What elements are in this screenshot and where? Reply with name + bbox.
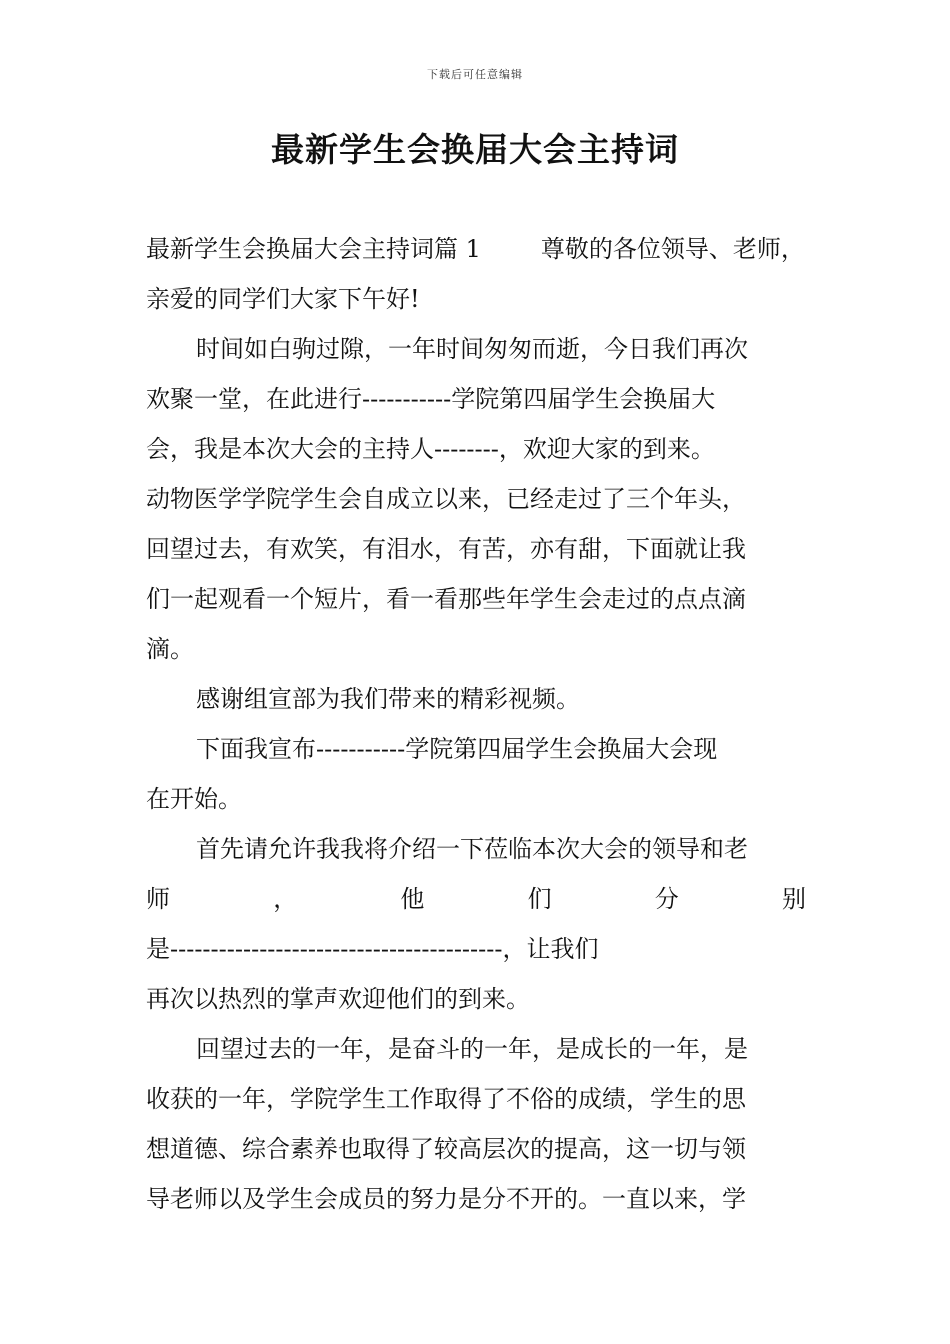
text-line: 收获的一年，学院学生工作取得了不俗的成绩，学生的思 bbox=[146, 1085, 746, 1113]
paragraph-start: 感谢组宣部为我们带来的精彩视频。 bbox=[196, 685, 580, 713]
text-line: 导老师以及学生会成员的努力是分不开的。一直以来，学 bbox=[146, 1185, 746, 1213]
text-line: 们一起观看一个短片，看一看那些年学生会走过的点点滴 bbox=[146, 585, 746, 613]
greeting-text: 尊敬的各位领导、老师， bbox=[540, 235, 805, 263]
header-note: 下载后可任意编辑 bbox=[427, 68, 523, 81]
word: 们 bbox=[527, 885, 552, 913]
text-line: 在开始。 bbox=[146, 785, 242, 813]
paragraph-start: 下面我宣布-----------学院第四届学生会换届大会现 bbox=[196, 735, 718, 763]
section-heading: 最新学生会换届大会主持词篇 1 bbox=[146, 235, 481, 263]
word: 分 bbox=[654, 885, 679, 913]
text-line: 动物医学学院学生会自成立以来，已经走过了三个年头， bbox=[146, 485, 746, 513]
word: 师 bbox=[146, 885, 170, 913]
paragraph-start: 回望过去的一年，是奋斗的一年，是成长的一年，是 bbox=[196, 1035, 748, 1063]
word: 他 bbox=[400, 885, 425, 913]
document-body bbox=[146, 224, 806, 1224]
text-line: 是-----------------------------------------，让我们 bbox=[146, 935, 599, 963]
word: 别 bbox=[781, 885, 806, 913]
text-line: 亲爱的同学们大家下午好! bbox=[146, 285, 420, 313]
text-line: 回望过去，有欢笑，有泪水，有苦，亦有甜，下面就让我 bbox=[146, 535, 746, 563]
text-line: 会，我是本次大会的主持人--------，欢迎大家的到来。 bbox=[146, 435, 715, 463]
justified-line bbox=[146, 874, 806, 924]
text-line: 滴。 bbox=[146, 635, 194, 663]
paragraph-start: 首先请允许我我将介绍一下莅临本次大会的领导和老 bbox=[196, 835, 748, 863]
text-line bbox=[146, 224, 806, 274]
document-title: 最新学生会换届大会主持词 bbox=[271, 130, 679, 169]
text-line: 欢聚一堂，在此进行-----------学院第四届学生会换届大 bbox=[146, 385, 716, 413]
text-line: 再次以热烈的掌声欢迎他们的到来。 bbox=[146, 985, 530, 1013]
paragraph-start: 时间如白驹过隙，一年时间匆匆而逝，今日我们再次 bbox=[196, 335, 748, 363]
word: ， bbox=[273, 885, 298, 913]
text-line: 想道德、综合素养也取得了较高层次的提高，这一切与领 bbox=[146, 1135, 746, 1163]
